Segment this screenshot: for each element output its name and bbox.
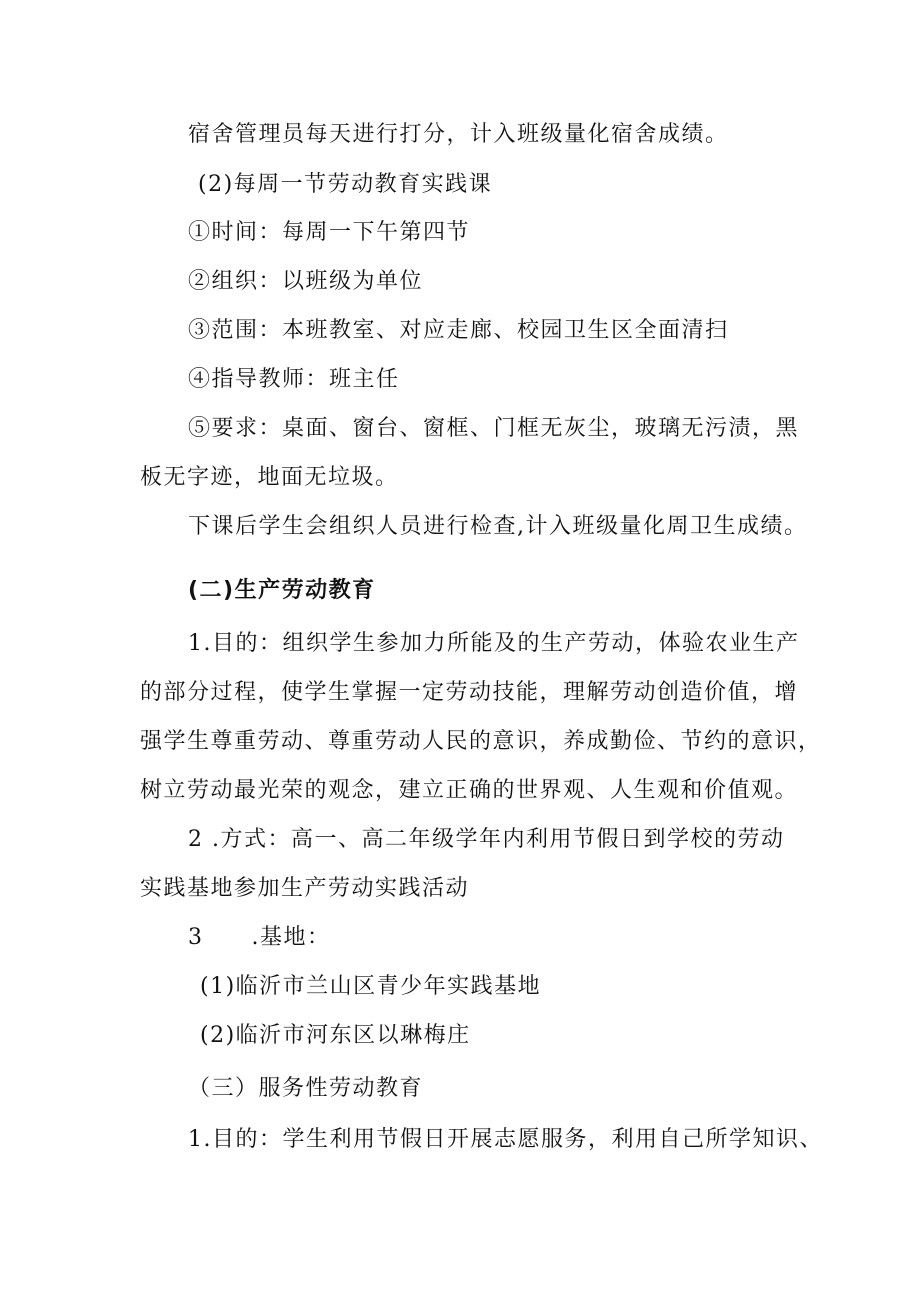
list-item: ③范围：本班教室、对应走廊、校园卫生区全面清扫	[188, 318, 729, 343]
list-item: ②组织：以班级为单位	[188, 269, 424, 294]
section-heading: （三）服务性劳动教育	[188, 1076, 424, 1101]
text-line: 树立劳动最光荣的观念，建立正确的世界观、人生观和价值观。	[140, 778, 799, 803]
list-item: (2)临沂市河东区以琳梅庄	[200, 1023, 471, 1048]
list-item: ①时间：每周一下午第四节	[188, 220, 471, 245]
subsection-heading: (2)每周一节劳动教育实践课	[198, 172, 493, 197]
text-line: 1.目的：学生利用节假日开展志愿服务，利用自己所学知识、	[188, 1127, 823, 1152]
list-item-base	[188, 923, 331, 953]
list-number: 3	[188, 925, 204, 950]
text-line: 下课后学生会组织人员进行检查,计入班级量化周卫生成绩。	[188, 514, 808, 539]
list-label: .基地：	[251, 925, 331, 950]
text-line: 宿舍管理员每天进行打分，计入班级量化宿舍成绩。	[188, 122, 729, 147]
text-line: 板无字迹，地面无垃圾。	[140, 465, 399, 490]
text-line: 实践基地参加生产劳动实践活动	[140, 876, 470, 901]
text-line: 1.目的：组织学生参加力所能及的生产劳动，体验农业生产	[188, 631, 800, 656]
text-line: 的部分过程，使学生掌握一定劳动技能，理解劳动创造价值，增	[140, 680, 799, 705]
list-item: ⑤要求：桌面、窗台、窗框、门框无灰尘，玻璃无污渍，黑	[188, 416, 800, 441]
list-item: ④指导教师：班主任	[188, 367, 400, 392]
text-line: 强学生尊重劳动、尊重劳动人民的意识，养成勤俭、节约的意识，	[140, 729, 822, 754]
section-heading: (二)生产劳动教育	[188, 578, 376, 603]
list-item: (1)临沂市兰山区青少年实践基地	[200, 974, 542, 999]
text-line: 2 .方式：高一、高二年级学年内利用节假日到学校的劳动	[188, 827, 785, 852]
